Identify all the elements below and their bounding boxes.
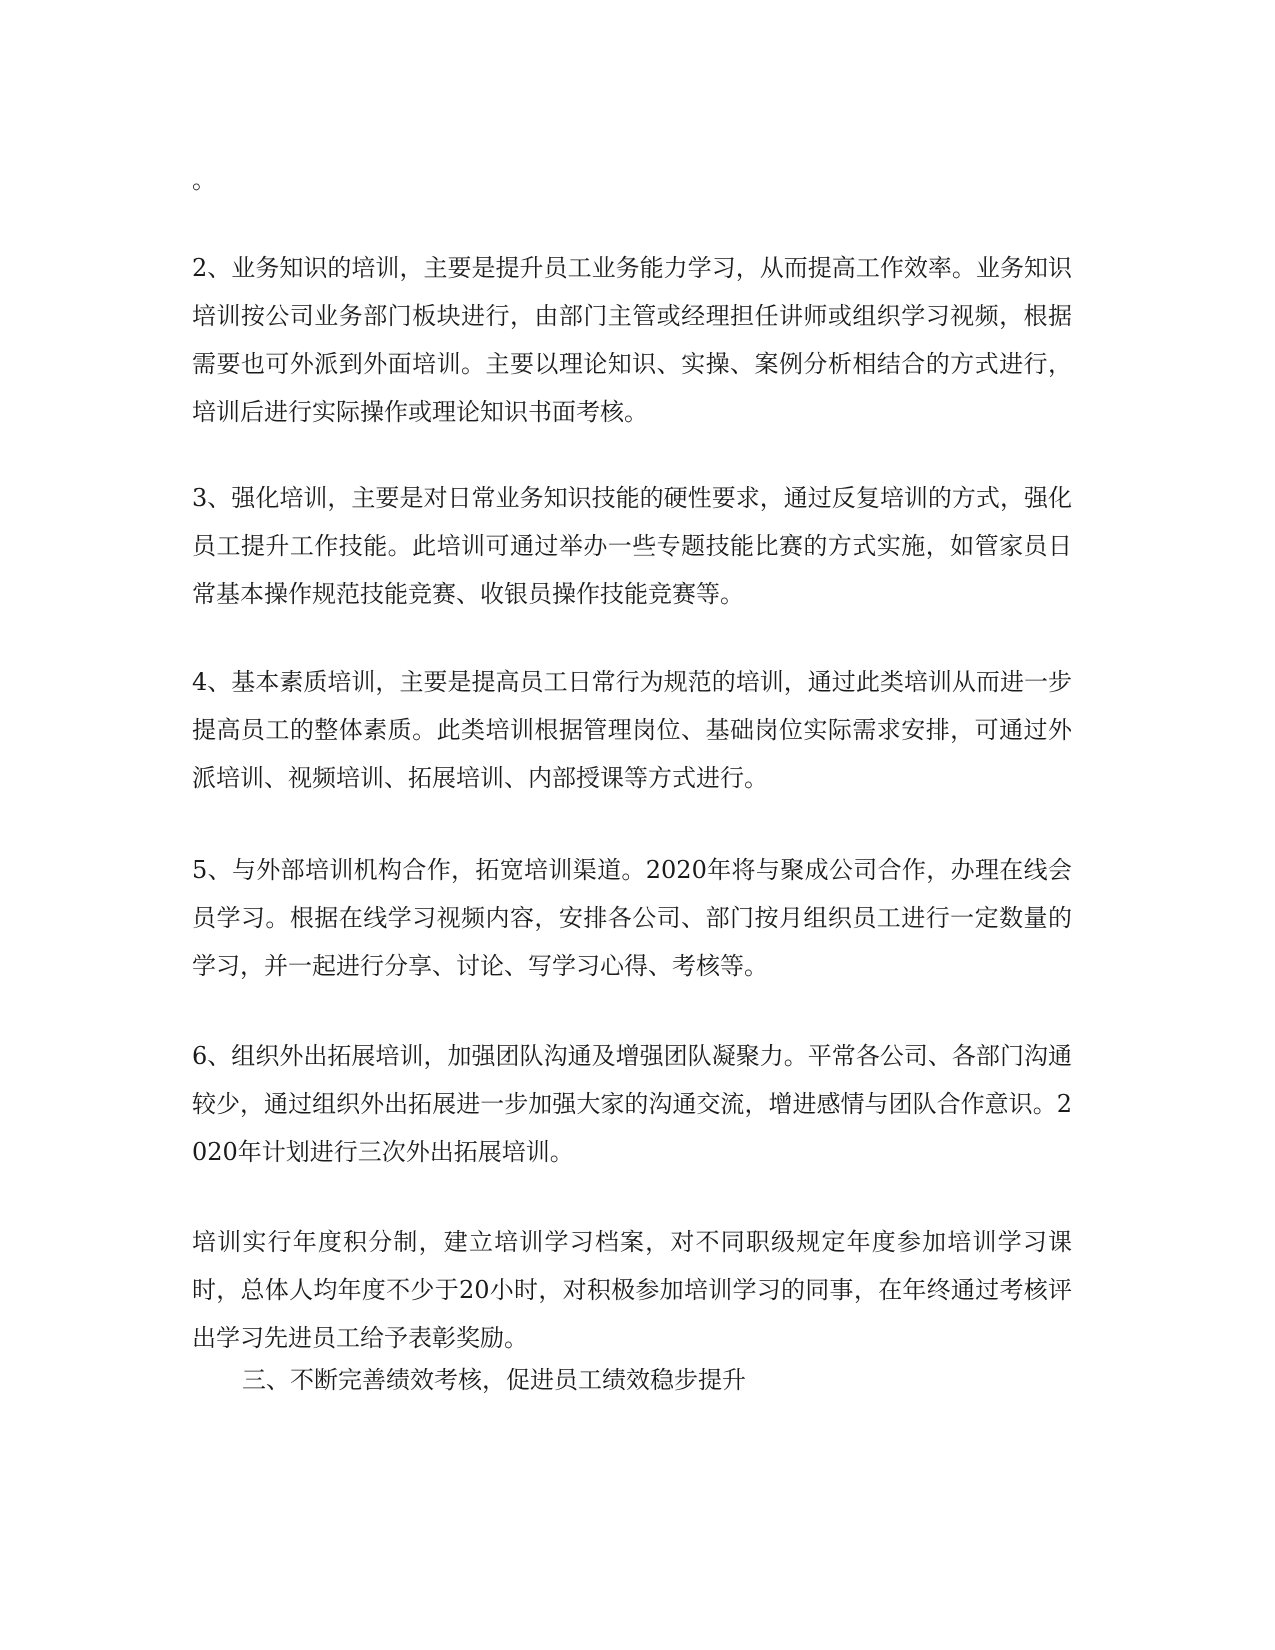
paragraph-intensive-training: 3、强化培训，主要是对日常业务知识技能的硬性要求，通过反复培训的方式，强化员工提升工作技能。此培训可通过举办一些专题技能比赛的方式实施，如管家员日常基本操作规范技能竞赛、收银员操作技能竞赛等。 [192, 484, 1072, 608]
paragraph-business-knowledge-training: 2、业务知识的培训，主要是提升员工业务能力学习，从而提高工作效率。业务知识培训按公司业务部门板块进行，由部门主管或经理担任讲师或组织学习视频，根据需要也可外派到外面培训。主要以理论知识、实操、案例分析相结合的方式进行，培训后进行实际操作或理论知识书面考核。 [192, 254, 1072, 426]
paragraph-external-cooperation: 5、与外部培训机构合作，拓宽培训渠道。2020年将与聚成公司合作，办理在线会员学习。根据在线学习视频内容，安排各公司、部门按月组织员工进行一定数量的学习，并一起进行分享、讨论、写学习心得、考核等。 [192, 856, 1072, 980]
leading-punctuation: 。 [192, 166, 216, 194]
paragraph-annual-credit-system: 培训实行年度积分制，建立培训学习档案，对不同职级规定年度参加培训学习课时，总体人均年度不少于20小时，对积极参加培训学习的同事，在年终通过考核评出学习先进员工给予表彰奖励。 [192, 1228, 1072, 1352]
paragraph-outdoor-training: 6、组织外出拓展培训，加强团队沟通及增强团队凝聚力。平常各公司、各部门沟通较少，通过组织外出拓展进一步加强大家的沟通交流，增进感情与团队合作意识。2020年计划进行三次外出拓展培训。 [192, 1042, 1072, 1166]
paragraph-basic-quality-training: 4、基本素质培训，主要是提高员工日常行为规范的培训，通过此类培训从而进一步提高员工的整体素质。此类培训根据管理岗位、基础岗位实际需求安排，可通过外派培训、视频培训、拓展培训、内部授课等方式进行。 [192, 668, 1072, 792]
section-heading: 三、不断完善绩效考核，促进员工绩效稳步提升 [242, 1366, 746, 1394]
